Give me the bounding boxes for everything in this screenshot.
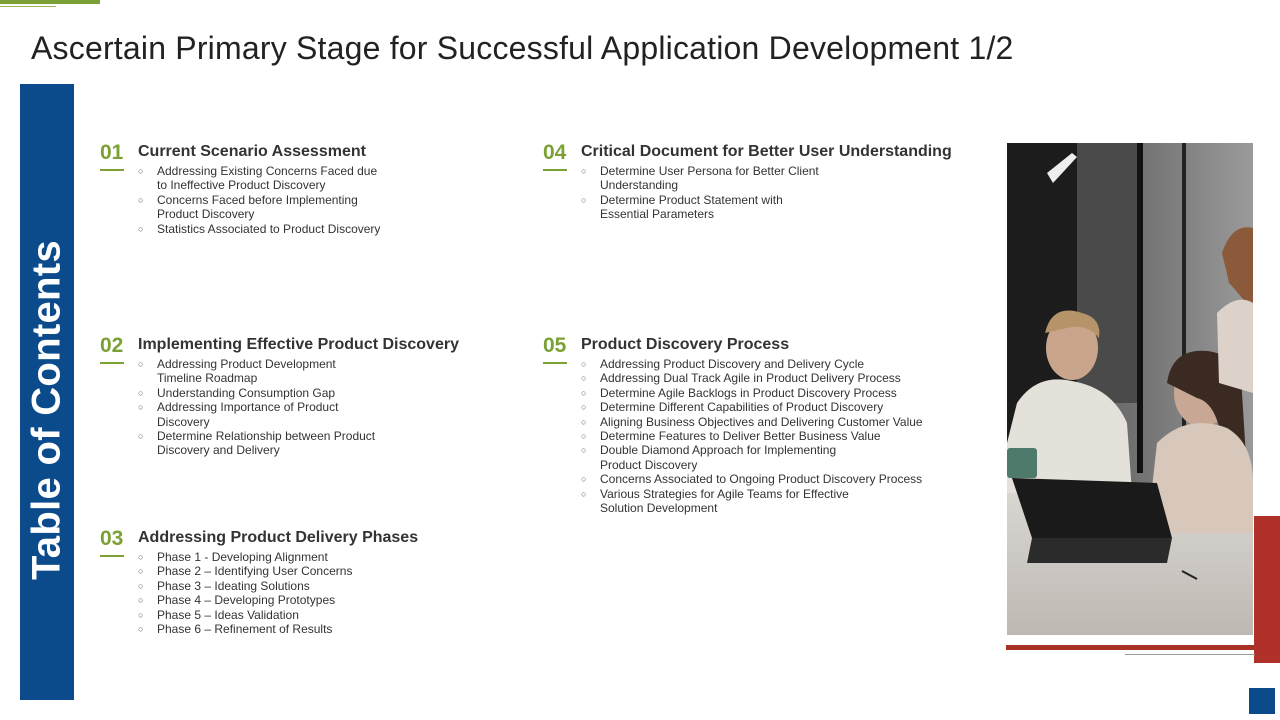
bullet-item (138, 622, 352, 636)
section-title: Implementing Effective Product Discovery (138, 336, 459, 353)
hollow-circle-bullet-icon: ○ (138, 624, 144, 635)
section-bullet-list (138, 550, 352, 636)
bullet-text-line: Addressing Product Development (157, 357, 336, 371)
page-title: Ascertain Primary Stage for Successful Application Development 1/2 (31, 30, 1014, 66)
bullet-text-line: Phase 6 – Refinement of Results (157, 622, 333, 637)
bullet-text-line: Determine Features to Deliver Better Business Value (600, 429, 881, 444)
bullet-item (581, 164, 819, 193)
hollow-circle-bullet-icon: ○ (138, 431, 144, 442)
hollow-circle-bullet-icon: ○ (138, 194, 144, 205)
bullet-text (157, 222, 380, 236)
bullet-text (600, 443, 836, 472)
bullet-text-line: Essential Parameters (600, 207, 715, 222)
bullet-text-line: Addressing Existing Concerns Faced due (157, 164, 378, 178)
bullet-item (138, 550, 352, 564)
bullet-text-line: Understanding (600, 178, 679, 193)
bullet-text-line: Phase 4 – Developing Prototypes (157, 593, 336, 608)
bullet-item (581, 371, 923, 385)
bullet-text-line: Understanding Consumption Gap (157, 385, 336, 400)
section-number: 04 (543, 141, 569, 165)
hollow-circle-bullet-icon: ○ (581, 359, 587, 369)
hollow-circle-bullet-icon: ○ (138, 595, 144, 606)
section-bullet-list (581, 164, 819, 222)
bullet-item (138, 386, 375, 400)
section-number: 05 (543, 334, 569, 358)
section-number: 01 (100, 141, 126, 165)
section-number: 03 (100, 527, 126, 551)
hollow-circle-bullet-icon: ○ (138, 223, 144, 234)
bullet-text-line: Addressing Importance of Product (157, 400, 339, 415)
bullet-text (157, 357, 336, 386)
bullet-item (138, 429, 375, 458)
bullet-text (157, 429, 375, 458)
bullet-text (600, 472, 922, 486)
bullet-item (138, 222, 380, 236)
bullet-item (581, 487, 923, 516)
section-title: Addressing Product Delivery Phases (138, 529, 419, 546)
bullet-item (138, 579, 352, 593)
bullet-text (600, 371, 901, 385)
bullet-text (600, 415, 923, 429)
bullet-text-line: Addressing Dual Track Agile in Product Delivery Process (600, 371, 901, 386)
hollow-circle-bullet-icon: ○ (138, 566, 144, 577)
hollow-circle-bullet-icon: ○ (138, 552, 144, 562)
bullet-text (600, 193, 783, 222)
hollow-circle-bullet-icon: ○ (581, 373, 587, 384)
corner-blue-square (1249, 688, 1275, 714)
bullet-text-line: Determine Product Statement with (600, 192, 783, 207)
bullet-item (138, 357, 375, 386)
bullet-text (600, 386, 897, 400)
bullet-text (157, 622, 332, 636)
bullet-item (138, 608, 352, 622)
bullet-item (581, 400, 923, 414)
bullet-text-line: Determine Relationship between Product (157, 429, 376, 444)
bullet-item (138, 193, 380, 222)
bullet-text (600, 429, 881, 443)
bullet-item (138, 400, 375, 429)
bullet-text (157, 564, 352, 578)
red-accent-bar (1254, 516, 1280, 663)
section-bullet-list (581, 357, 923, 515)
bullet-item (581, 472, 923, 486)
section-bullet-list (138, 164, 380, 236)
top-accent-line (0, 6, 56, 7)
bullet-text (157, 193, 358, 222)
section-number: 02 (100, 334, 126, 358)
bullet-text (157, 164, 377, 193)
bullet-text (157, 550, 328, 564)
bullet-item (138, 593, 352, 607)
hollow-circle-bullet-icon: ○ (581, 194, 587, 205)
bullet-text (157, 608, 299, 622)
team-meeting-photo-illustration (1007, 143, 1253, 635)
bullet-text-line: Determine Agile Backlogs in Product Discovery Process (600, 385, 897, 400)
bullet-text (600, 400, 883, 414)
gray-divider-line (1125, 654, 1255, 655)
bullet-text (157, 400, 338, 429)
bullet-text-line: Phase 1 - Developing Alignment (157, 550, 328, 564)
hollow-circle-bullet-icon: ○ (581, 488, 587, 499)
hollow-circle-bullet-icon: ○ (138, 359, 144, 369)
bullet-text-line: Product Discovery (600, 457, 698, 472)
bullet-text-line: Discovery (157, 414, 210, 429)
bullet-text-line: to Ineffective Product Discovery (157, 178, 326, 193)
bullet-text-line: Product Discovery (157, 207, 255, 222)
bullet-text-line: Timeline Roadmap (157, 371, 258, 386)
section-title: Product Discovery Process (581, 336, 790, 353)
bullet-text-line: Phase 3 – Ideating Solutions (157, 578, 310, 593)
bullet-item (581, 386, 923, 400)
toc-sidebar-label: Table of Contents (24, 240, 69, 580)
top-accent-bar (0, 0, 100, 4)
bullet-text-line: Determine Different Capabilities of Product Discovery (600, 400, 884, 415)
bullet-item (581, 443, 923, 472)
red-accent-line (1006, 645, 1254, 650)
bullet-text-line: Double Diamond Approach for Implementing (600, 443, 837, 458)
hollow-circle-bullet-icon: ○ (581, 431, 587, 442)
hollow-circle-bullet-icon: ○ (581, 445, 587, 456)
bullet-text-line: Solution Development (600, 501, 718, 516)
bullet-item (138, 164, 380, 193)
section-bullet-list (138, 357, 375, 458)
hollow-circle-bullet-icon: ○ (581, 474, 587, 485)
bullet-text-line: Concerns Faced before Implementing (157, 192, 358, 207)
hollow-circle-bullet-icon: ○ (581, 402, 587, 413)
section-title: Critical Document for Better User Understanding (581, 143, 952, 160)
hollow-circle-bullet-icon: ○ (581, 416, 587, 427)
bullet-text (157, 386, 335, 400)
bullet-text (600, 164, 819, 193)
bullet-text-line: Concerns Associated to Ongoing Product Discovery Process (600, 472, 923, 487)
bullet-text (157, 579, 310, 593)
hollow-circle-bullet-icon: ○ (138, 402, 144, 413)
bullet-text (600, 487, 849, 516)
bullet-text-line: Aligning Business Objectives and Delivering Customer Value (600, 414, 923, 429)
bullet-item (138, 564, 352, 578)
section-title: Current Scenario Assessment (138, 143, 366, 160)
hollow-circle-bullet-icon: ○ (138, 166, 144, 176)
bullet-item (581, 429, 923, 443)
hollow-circle-bullet-icon: ○ (138, 580, 144, 591)
hollow-circle-bullet-icon: ○ (581, 166, 587, 176)
bullet-text-line: Addressing Product Discovery and Delivery Cycle (600, 357, 865, 371)
bullet-text-line: Statistics Associated to Product Discovery (157, 221, 381, 236)
team-meeting-photo (1007, 143, 1253, 635)
bullet-text-line: Phase 5 – Ideas Validation (157, 607, 299, 622)
bullet-text-line: Various Strategies for Agile Teams for Effective (600, 486, 849, 501)
bullet-text-line: Determine User Persona for Better Client (600, 164, 819, 178)
hollow-circle-bullet-icon: ○ (138, 387, 144, 398)
bullet-text (157, 593, 335, 607)
hollow-circle-bullet-icon: ○ (581, 387, 587, 398)
hollow-circle-bullet-icon: ○ (138, 609, 144, 620)
bullet-item (581, 193, 819, 222)
bullet-text (600, 357, 864, 371)
bullet-text-line: Phase 2 – Identifying User Concerns (157, 564, 353, 579)
bullet-item (581, 415, 923, 429)
bullet-text-line: Discovery and Delivery (157, 443, 280, 458)
bullet-item (581, 357, 923, 371)
